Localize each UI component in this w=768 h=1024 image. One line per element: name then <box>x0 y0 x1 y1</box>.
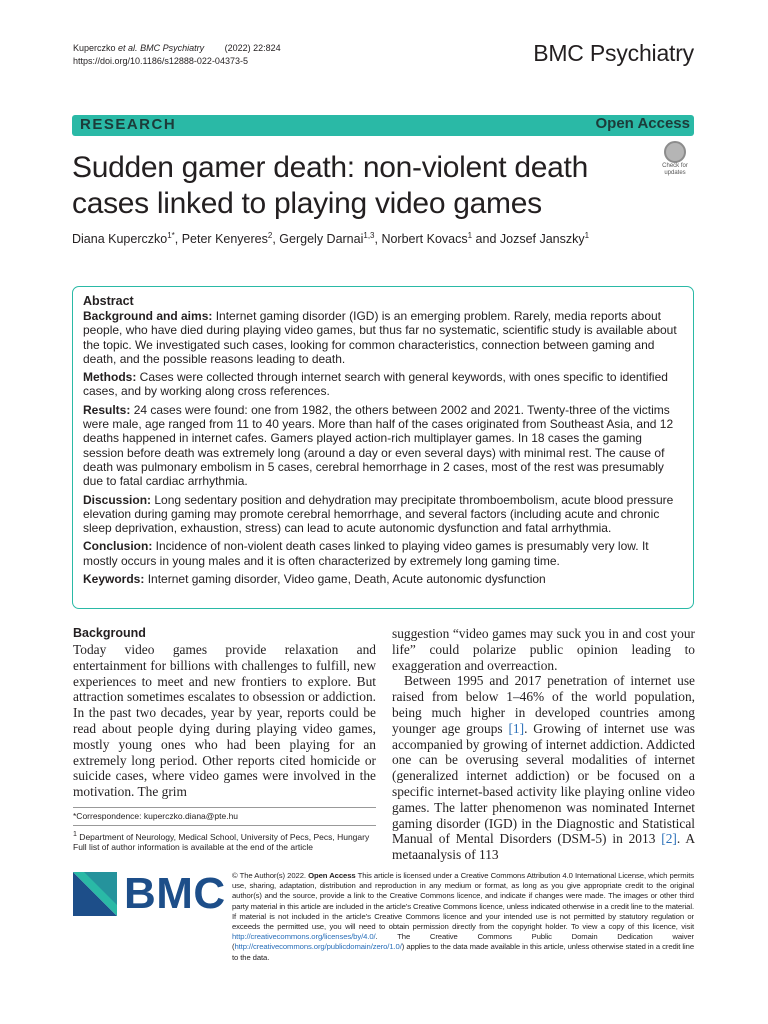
body-column-left <box>73 626 376 800</box>
body-paragraph: Today video games provide relaxation and entertainment for billions with challenges to fulfill, new experiences to meet and new frontiers to explore. But attraction sometimes escalates to obsession or addiction. In the past two decades, year by year, reports could be read about people dying during playing video games, mostly young ones who had been playing for an extremely long period. Other reports cited homicide or suicide cases, where video games were involved in the motivation. The grim <box>73 642 376 800</box>
author-name[interactable]: Norbert Kovacs <box>381 232 468 246</box>
author-affil: 1,3 <box>363 230 375 240</box>
author-name[interactable]: Jozsef Janszky <box>499 232 585 246</box>
research-banner <box>72 115 694 136</box>
abstract-box <box>72 286 694 609</box>
doi-link[interactable]: https://doi.org/10.1186/s12888-022-04373-5 <box>73 56 248 66</box>
bmc-logo-text: BMC <box>124 869 226 918</box>
abstract-heading: Abstract <box>83 294 134 308</box>
license-text: © The Author(s) 2022. Open Access This article is licensed under a Creative Commons Attribution 4.0 International License, which permits use, sharing, adaptation, distribution and reproduction in any medium or format, as long as you give appropriate credit to the original author(s) and the source, provide a link to the Creative Commons licence, and indicate if changes were made. The images or other third party material in this article are included in the article’s Creative Commons licence, unless indicated otherwise in a credit line to the material. If material is not included in the article’s Creative Commons licence and your intended use is not permitted by statutory regulation or exceeds the permitted use, you will need to obtain permission directly from the copyright holder. To view a copy of this licence, visit http://creativecommons.org/licenses/by/4.0/. The Creative Commons Public Domain Dedication waiver (http://creativecommons.org/publicdomain/zero/1.0/) applies to the data made available in this article, unless otherwise stated in a credit line to the data. <box>232 871 694 962</box>
citation-authors: Kuperczko <box>73 43 116 53</box>
reference-link[interactable]: [2] <box>661 831 677 847</box>
open-access-label: Open Access <box>308 871 356 880</box>
citation-year-vol: (2022) 22:824 <box>224 43 281 53</box>
license-link[interactable]: http://creativecommons.org/licenses/by/4.0/ <box>232 932 376 942</box>
abstract-conclusion: Conclusion: Incidence of non-violent death cases linked to playing video games is presumably very low. It mostly occurs in young males and it is often characterized by extremely long gaming time. <box>83 539 649 568</box>
author-affil: 1* <box>167 230 175 240</box>
abstract-results: Results: 24 cases were found: one from 1982, the others between 2002 and 2021. Twenty-three of the victims were male, age ranged from 11 to 40 years. More than half of the cases originated from Southeast Asia, and 12 deaths happened in internet cafes. Gamers played action-rich multiplayer games. In 18 cases the gaming session before death was extremely long (around a day or even several days) with minimal rest. The cause of death was pulmonary embolism in 5 cases, cerebral hemorrhage in 2 cases, most of the rest was presumably due to fatal cardiac arrhythmia. <box>83 402 674 489</box>
check-updates-icon <box>664 141 686 163</box>
citation-meta <box>73 42 281 68</box>
author-list: Diana Kuperczko$^{1*}$, Peter Kenyeres$^2$, Gergely Darnai$^{1,3}$, Norbert Kovacs$^1$ and Jozsef Janszky$^1$ <box>72 230 590 246</box>
body-column-right <box>392 626 695 863</box>
author-name[interactable]: Gergely Darnai <box>279 232 364 246</box>
abstract-methods: Methods: Cases were collected through internet search with general keywords, with ones specific to identified cases, and by working along cross references. <box>83 370 668 399</box>
author-affil: 1 <box>467 230 473 240</box>
journal-name: BMC Psychiatry <box>533 40 694 66</box>
license-link[interactable]: http://creativecommons.org/publicdomain/zero/1.0/ <box>234 942 402 952</box>
footnote-divider <box>73 825 376 826</box>
author-name[interactable]: Diana Kuperczko <box>72 232 168 246</box>
bmc-logo <box>73 869 226 918</box>
section-label: RESEARCH <box>80 116 177 133</box>
body-paragraph: Between 1995 and 2017 penetration of internet use raised from below 1–46% of the world population, being much higher in developed countries among younger age groups [1]. Growing of internet use was accompanied by growing of internet addiction. Addicted one can be overusing several modalities of internet (generalized internet addiction) or be focused on a specific internet-based activity like playing online video games. The latter phenomenon was nominated Internet gaming disorder (IGD) in the Diagnostic and Statistical Manual of Mental Disorders (DSM-5) in 2013 [2]. A metaanalysis of 113 <box>392 673 695 863</box>
author-affil: 2 <box>267 230 273 240</box>
citation-etal: et al. <box>118 43 138 53</box>
bmc-logo-mark-icon <box>73 872 117 916</box>
abstract-discussion: Discussion: Long sedentary position and dehydration may precipitate thromboembolism, acute blood pressure elevation during gaming may promote cerebral hemorrhage, and several factors (including acute and chronic sleep deprivation, exhaustion, stress) can lead to acute autonomic dysfunction and fatal arrhythmia. <box>83 492 674 536</box>
check-for-updates-button[interactable] <box>655 141 695 181</box>
section-heading-background: Background <box>73 626 146 640</box>
correspondence-note: *Correspondence: kuperczko.diana@pte.hu <box>73 811 239 821</box>
abstract-keywords: Keywords: Internet gaming disorder, Video game, Death, Acute autonomic dysfunction <box>83 572 546 587</box>
author-affil: 1 <box>584 230 590 240</box>
affiliation-note: $^1$ Department of Neurology, Medical School, University of Pecs, Pecs, Hungary Full list of author information is available at the end of the article <box>73 830 370 853</box>
open-access-label: Open Access <box>595 115 690 132</box>
author-name[interactable]: Peter Kenyeres <box>181 232 268 246</box>
check-updates-label: Check for updates <box>662 163 688 176</box>
citation-line <box>73 42 281 55</box>
article-title: Sudden gamer death: non-violent death cases linked to playing video games <box>72 151 588 220</box>
abstract-background: Background and aims: Internet gaming disorder (IGD) is an emerging problem. Rarely, media reports about people, who have died during playing video games, but thus far no systematic, scientific study is available about the topic. We investigated such cases, looking for common characteristics, connection between gaming and death, and the possible reasons leading to death. <box>83 309 677 366</box>
citation-journal: BMC Psychiatry <box>140 43 205 53</box>
footnote-divider <box>73 807 376 808</box>
reference-link[interactable]: [1] <box>508 720 525 736</box>
body-paragraph: suggestion “video games may suck you in and cost your life” could polarize public opinion leading to exaggeration and overreaction. <box>392 626 695 673</box>
